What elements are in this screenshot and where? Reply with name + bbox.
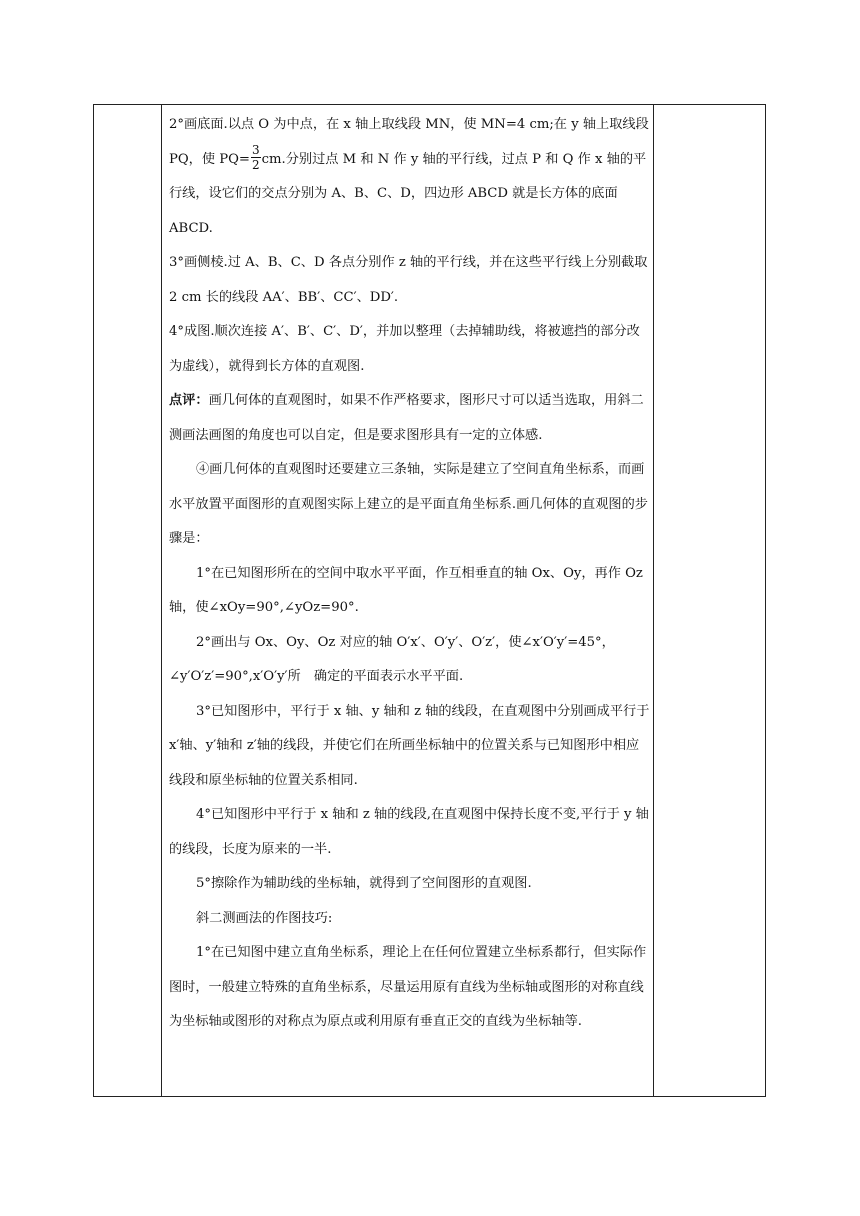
procedure-step-4: 4°已知图形中平行于 x 轴和 z 轴的线段,在直观图中保持长度不变,平行于 y 轴的线段，长度为原来的一半. <box>169 807 649 857</box>
step-2-text: 2°画底面.以点 O 为中点，在 x 轴上取线段 MN，使 MN=4 cm;在 y 轴上取线段 PQ，使 PQ= <box>169 117 649 167</box>
procedure-step-1: 1°在已知图形所在的空间中取水平平面，作互相垂直的轴 Ox、Oy，再作 Oz 轴，使∠xOy=90°,∠yOz=90°. <box>169 565 643 615</box>
comment-paragraph <box>169 384 651 453</box>
comment-label: 点评： <box>169 393 209 408</box>
fraction-three-halves <box>251 143 261 172</box>
technique-heading: 斜二测画法的作图技巧: <box>196 910 333 926</box>
fraction-numerator: 3 <box>252 142 260 157</box>
column-divider-1 <box>161 105 162 1096</box>
step-2-paragraph <box>169 108 651 246</box>
procedure-step-5: 5°擦除作为辅助线的坐标轴，就得到了空间图形的直观图. <box>196 876 532 891</box>
column-divider-2 <box>653 105 654 1096</box>
axes-paragraph: ④画几何体的直观图时还要建立三条轴，实际是建立了空间直角坐标系，而画水平放置平面图形的直观图实际上建立的是平面直角坐标系.画几何体的直观图的步骤是： <box>169 462 648 546</box>
content-cell <box>169 108 651 1040</box>
comment-text: 画几何体的直观图时，如果不作严格要求，图形尺寸可以适当选取，用斜二测画法画图的角度也可以自定，但是要求图形具有一定的立体感. <box>169 393 644 443</box>
procedure-step-3: 3°已知图形中，平行于 x 轴、y 轴和 z 轴的线段，在直观图中分别画成平行于 x′轴、y′轴和 z′轴的线段，并使它们在所画坐标轴中的位置关系与已知图形中相应线段和原坐标轴的位置关系相同. <box>169 703 650 788</box>
step-3-paragraph: 3°画侧棱.过 A、B、C、D 各点分别作 z 轴的平行线，并在这些平行线上分别截取 2 cm 长的线段 AA′、BB′、CC′、DD′. <box>169 255 648 305</box>
technique-step-1: 1°在已知图中建立直角坐标系，理论上在任何位置建立坐标系都行，但实际作图时，一般建立特殊的直角坐标系，尽量运用原有直线为坐标轴或图形的对称直线为坐标轴或图形的对称点为原点或利用原有垂直正交的直线为坐标轴等. <box>169 945 647 1029</box>
step-4-paragraph: 4°成图.顺次连接 A′、B′、C′、D′，并加以整理（去掉辅助线，将被遮挡的部分改为虚线），就得到长方体的直观图. <box>169 324 640 374</box>
step-2-text-cont: cm.分别过点 M 和 N 作 y 轴的平行线，过点 P 和 Q 作 x 轴的平行线，设它们的交点分别为 A、B、C、D，四边形 ABCD 就是长方体的底面 ABCD. <box>169 151 647 236</box>
fraction-denominator: 2 <box>252 157 260 172</box>
procedure-step-2: 2°画出与 Ox、Oy、Oz 对应的轴 O′x′、O′y′、O′z′，使∠x′O′y′=45°，∠y′O′z′=90°,x′O′y′所 确定的平面表示水平平面. <box>169 634 615 684</box>
